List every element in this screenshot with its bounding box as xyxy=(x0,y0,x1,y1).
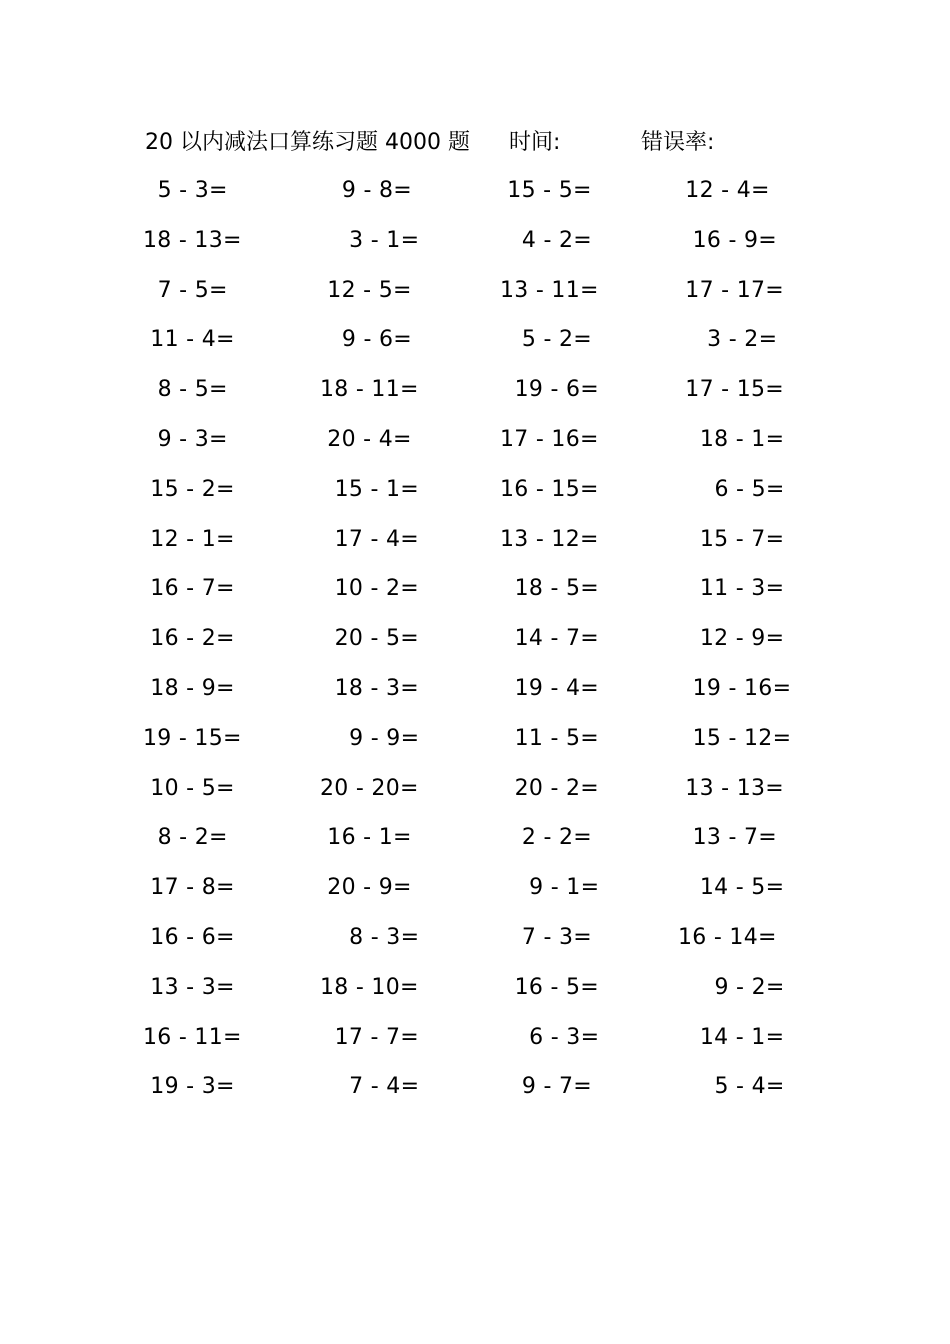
problem-item: 15 - 5= xyxy=(500,178,592,203)
problem-item: 7 - 3= xyxy=(500,924,593,950)
problem-item: 12 - 1= xyxy=(143,526,235,552)
problem-item: 18 - 5= xyxy=(500,576,600,602)
problem-item: 16 - 2= xyxy=(143,626,235,652)
problem-item: 18 - 1= xyxy=(678,426,785,452)
problem-row xyxy=(0,614,950,664)
problem-item: 18 - 3= xyxy=(320,675,420,701)
problem-item: 18 - 9= xyxy=(143,675,235,701)
problem-item: 9 - 7= xyxy=(500,1074,593,1100)
problem-item: 13 - 13= xyxy=(678,775,785,801)
problem-item: 20 - 20= xyxy=(320,775,419,801)
problem-item: 16 - 9= xyxy=(678,227,778,253)
problem-grid xyxy=(0,166,950,1112)
problem-item: 16 - 6= xyxy=(143,924,235,950)
problem-row xyxy=(0,415,950,465)
problem-item: 9 - 2= xyxy=(678,974,785,1000)
problem-item: 9 - 9= xyxy=(320,725,420,751)
error-rate-label: 错误率: xyxy=(641,130,715,155)
problem-item: 16 - 14= xyxy=(678,924,777,950)
problem-item: 9 - 3= xyxy=(143,426,228,452)
problem-row xyxy=(0,1013,950,1063)
problem-item: 14 - 5= xyxy=(678,875,785,901)
problem-item: 6 - 3= xyxy=(500,1024,600,1050)
problem-row xyxy=(0,714,950,764)
problem-item: 13 - 12= xyxy=(500,526,599,552)
problem-item: 16 - 15= xyxy=(500,476,599,502)
problem-item: 7 - 4= xyxy=(320,1074,420,1100)
problem-row xyxy=(0,913,950,963)
problem-item: 17 - 7= xyxy=(320,1024,420,1050)
problem-item: 12 - 4= xyxy=(678,178,770,203)
problem-row xyxy=(0,465,950,515)
problem-item: 5 - 3= xyxy=(143,178,228,203)
problem-item: 10 - 2= xyxy=(320,576,420,602)
problem-item: 11 - 3= xyxy=(678,576,785,602)
problem-item: 19 - 15= xyxy=(143,725,242,751)
problem-item: 15 - 1= xyxy=(320,476,420,502)
problem-row xyxy=(0,764,950,814)
problem-row xyxy=(0,963,950,1013)
problem-item: 17 - 16= xyxy=(500,426,599,452)
problem-item: 13 - 11= xyxy=(500,277,599,303)
problem-item: 8 - 3= xyxy=(320,924,420,950)
problem-item: 17 - 17= xyxy=(678,277,785,303)
problem-item: 15 - 12= xyxy=(678,725,792,751)
problem-item: 4 - 2= xyxy=(500,227,593,253)
problem-item: 6 - 5= xyxy=(678,476,785,502)
problem-row xyxy=(0,1062,950,1112)
problem-item: 14 - 1= xyxy=(678,1024,785,1050)
problem-row xyxy=(0,564,950,614)
problem-item: 18 - 11= xyxy=(320,377,419,403)
problem-item: 3 - 2= xyxy=(678,327,778,353)
problem-item: 18 - 10= xyxy=(320,974,419,1000)
problem-item: 13 - 7= xyxy=(678,825,778,851)
problem-item: 7 - 5= xyxy=(143,277,228,303)
problem-row xyxy=(0,515,950,565)
problem-row xyxy=(0,166,950,216)
problem-item: 14 - 7= xyxy=(500,626,600,652)
problem-item: 16 - 1= xyxy=(320,825,412,851)
problem-item: 11 - 5= xyxy=(500,725,600,751)
problem-item: 17 - 8= xyxy=(143,875,235,901)
problem-item: 15 - 2= xyxy=(143,476,235,502)
problem-item: 8 - 2= xyxy=(143,825,228,851)
problem-item: 18 - 13= xyxy=(143,227,242,253)
problem-item: 19 - 6= xyxy=(500,377,600,403)
problem-row xyxy=(0,315,950,365)
problem-item: 20 - 9= xyxy=(320,875,412,901)
time-label: 时间: xyxy=(509,130,561,155)
problem-item: 2 - 2= xyxy=(500,825,593,851)
problem-item: 17 - 4= xyxy=(320,526,420,552)
problem-item: 20 - 2= xyxy=(500,775,600,801)
problem-item: 9 - 6= xyxy=(320,327,413,353)
problem-item: 20 - 4= xyxy=(320,426,412,452)
problem-row xyxy=(0,365,950,415)
problem-item: 9 - 1= xyxy=(500,875,600,901)
problem-item: 5 - 4= xyxy=(678,1074,785,1100)
problem-row xyxy=(0,664,950,714)
problem-item: 16 - 7= xyxy=(143,576,235,602)
problem-item: 8 - 5= xyxy=(143,377,228,403)
problem-item: 12 - 5= xyxy=(320,277,412,303)
problem-item: 15 - 7= xyxy=(678,526,785,552)
problem-item: 20 - 5= xyxy=(320,626,420,652)
problem-item: 10 - 5= xyxy=(143,775,235,801)
problem-row xyxy=(0,813,950,863)
problem-row xyxy=(0,266,950,316)
problem-item: 19 - 16= xyxy=(678,675,792,701)
problem-item: 5 - 2= xyxy=(500,327,593,353)
problem-row xyxy=(0,863,950,913)
problem-item: 9 - 8= xyxy=(320,178,413,203)
problem-item: 13 - 3= xyxy=(143,974,235,1000)
problem-row xyxy=(0,216,950,266)
worksheet-title: 20 以内减法口算练习题 4000 题 xyxy=(145,130,470,155)
problem-item: 16 - 5= xyxy=(500,974,600,1000)
problem-item: 12 - 9= xyxy=(678,626,785,652)
problem-item: 19 - 4= xyxy=(500,675,600,701)
problem-item: 3 - 1= xyxy=(320,227,420,253)
problem-item: 17 - 15= xyxy=(678,377,785,403)
problem-item: 16 - 11= xyxy=(143,1024,242,1050)
problem-item: 19 - 3= xyxy=(143,1074,235,1100)
problem-item: 11 - 4= xyxy=(143,327,235,353)
